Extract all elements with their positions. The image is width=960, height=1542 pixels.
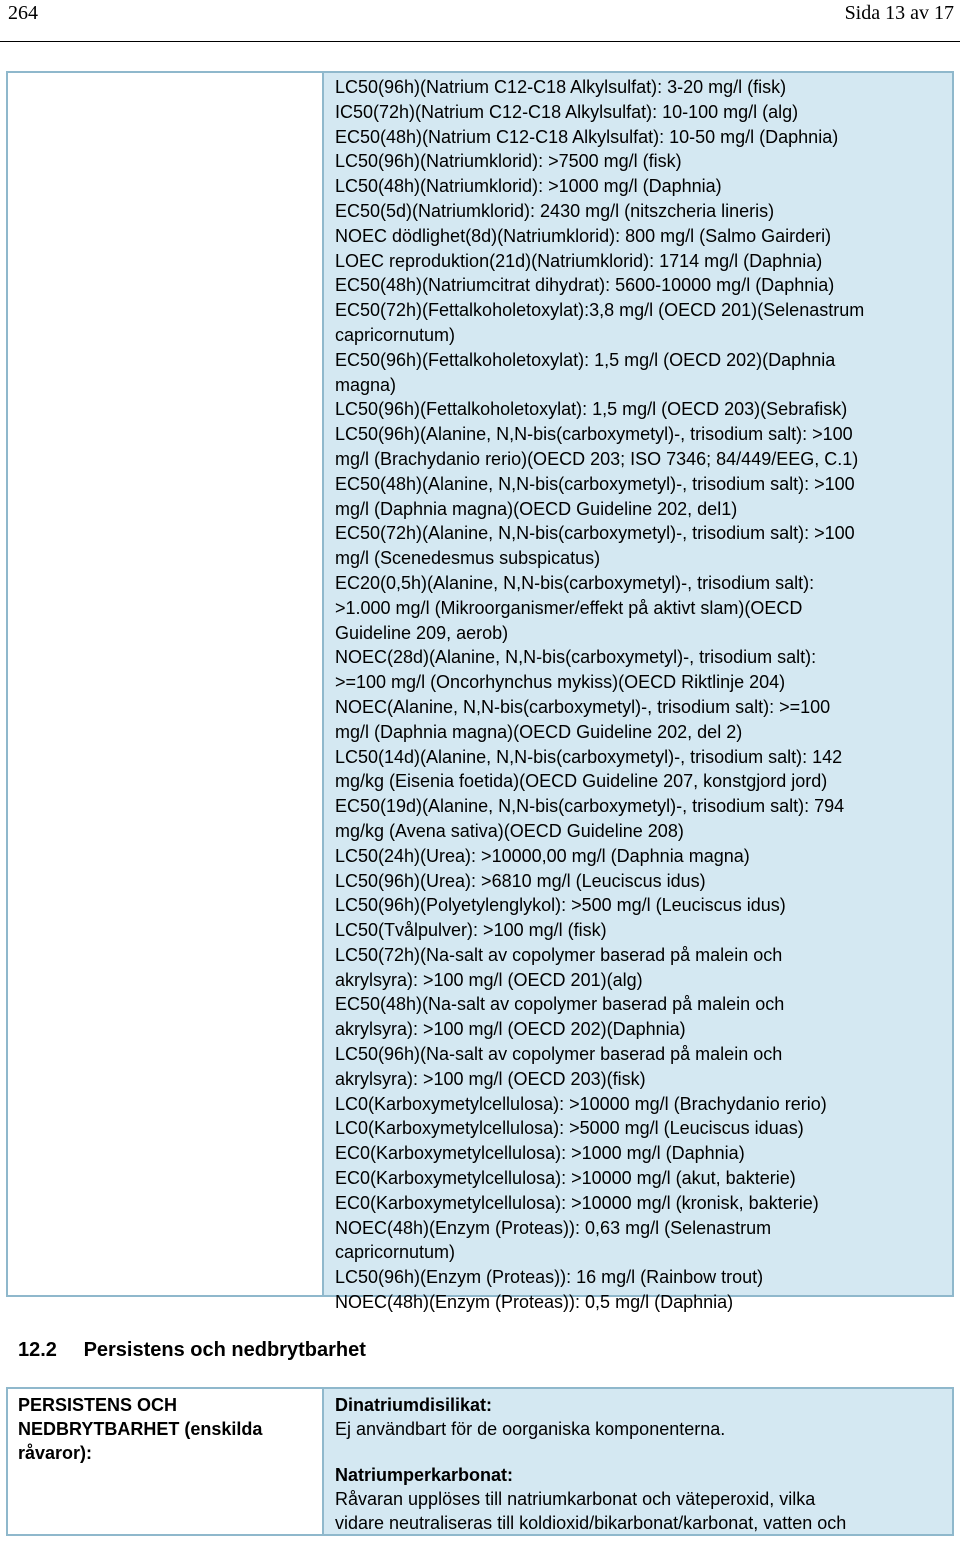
ecotox-line: LC50(96h)(Natriumklorid): >7500 mg/l (fisk) xyxy=(335,151,682,172)
ecotox-line: LC50(96h)(Na-salt av copolymer baserad på malein och xyxy=(335,1044,783,1065)
ecotox-line: EC50(48h)(Natrium C12-C18 Alkylsulfat): 10-50 mg/l (Daphnia) xyxy=(335,126,839,147)
label-line: NEDBRYTBARHET (enskilda xyxy=(18,1419,263,1439)
page-number: 264 xyxy=(8,2,38,24)
ecotoxicity-list xyxy=(335,75,864,1315)
ecotox-line: LC50(24h)(Urea): >10000,00 mg/l (Daphnia magna) xyxy=(335,845,750,866)
ecotox-line: Guideline 209, aerob) xyxy=(335,622,509,643)
ecotox-line: LC0(Karboxymetylcellulosa): >10000 mg/l (Brachydanio rerio) xyxy=(335,1093,827,1114)
persistence-label-cell xyxy=(8,1389,324,1534)
label-line: råvaror): xyxy=(18,1443,93,1463)
ecotox-line: IC50(72h)(Natrium C12-C18 Alkylsulfat): 10-100 mg/l (alg) xyxy=(335,101,799,122)
ecotoxicity-table xyxy=(6,71,954,1313)
ecotox-line: EC50(5d)(Natriumklorid): 2430 mg/l (nitszcheria lineris) xyxy=(335,200,775,221)
ecotox-line: EC50(48h)(Na-salt av copolymer baserad på malein och xyxy=(335,994,785,1015)
ecotox-line: akrylsyra): >100 mg/l (OECD 201)(alg) xyxy=(335,969,643,990)
ecotox-line: mg/kg (Eisenia foetida)(OECD Guideline 207, konstgjord jord) xyxy=(335,771,828,792)
ecotox-line: EC0(Karboxymetylcellulosa): >1000 mg/l (Daphnia) xyxy=(335,1143,745,1164)
ecotox-line: LC50(72h)(Na-salt av copolymer baserad på malein och xyxy=(335,944,783,965)
ecotox-line: capricornutum) xyxy=(335,1242,456,1263)
ecotox-line: >1.000 mg/l (Mikroorganismer/effekt på aktivt slam)(OECD xyxy=(335,597,803,618)
page-indicator: Sida 13 av 17 xyxy=(844,2,954,24)
ecotox-line: LC50(48h)(Natriumklorid): >1000 mg/l (Daphnia) xyxy=(335,176,722,197)
substance-name: Natriumperkarbonat: xyxy=(335,1465,514,1485)
substance-block xyxy=(335,1463,846,1535)
ecotox-line: EC50(72h)(Alanine, N,N-bis(carboxymetyl)-, trisodium salt): >100 xyxy=(335,523,855,544)
persistence-label xyxy=(18,1393,262,1465)
ecotox-line: mg/l (Scenedesmus subspicatus) xyxy=(335,548,601,569)
ecotox-line: LC50(96h)(Alanine, N,N-bis(carboxymetyl)-, trisodium salt): >100 xyxy=(335,424,853,445)
ecotox-line: EC50(48h)(Alanine, N,N-bis(carboxymetyl)-, trisodium salt): >100 xyxy=(335,473,855,494)
ecotoxicity-values-cell xyxy=(324,73,952,1313)
ecotox-line: capricornutum) xyxy=(335,324,456,345)
ecotox-line: >=100 mg/l (Oncorhynchus mykiss)(OECD Riktlinje 204) xyxy=(335,672,786,693)
ecotox-line: LC50(96h)(Fettalkoholetoxylat): 1,5 mg/l (OECD 203)(Sebrafisk) xyxy=(335,399,848,420)
persistence-table xyxy=(6,1387,954,1536)
ecotox-line: EC0(Karboxymetylcellulosa): >10000 mg/l (akut, bakterie) xyxy=(335,1168,796,1189)
substance-text: vidare neutraliseras till koldioxid/bikarbonat/karbonat, vatten och xyxy=(335,1513,847,1533)
ecotoxicity-label-cell xyxy=(8,73,324,1295)
ecotox-line: LC50(Tvålpulver): >100 mg/l (fisk) xyxy=(335,920,607,941)
ecotox-line: akrylsyra): >100 mg/l (OECD 202)(Daphnia) xyxy=(335,1019,686,1040)
ecotox-line: mg/l (Daphnia magna)(OECD Guideline 202, del 2) xyxy=(335,721,743,742)
label-line: PERSISTENS OCH xyxy=(18,1395,178,1415)
ecotox-line: NOEC(48h)(Enzym (Proteas)): 0,63 mg/l (Selenastrum xyxy=(335,1217,772,1238)
ecotox-line: LC0(Karboxymetylcellulosa): >5000 mg/l (Leuciscus iduas) xyxy=(335,1118,804,1139)
ecotox-line: mg/l (Daphnia magna)(OECD Guideline 202, del1) xyxy=(335,498,738,519)
section-heading xyxy=(18,1339,366,1362)
ecotox-line: EC50(72h)(Fettalkoholetoxylat):3,8 mg/l (OECD 201)(Selenastrum xyxy=(335,300,865,321)
header-rule xyxy=(0,41,960,42)
ecotox-line: NOEC(28d)(Alanine, N,N-bis(carboxymetyl)-, trisodium salt): xyxy=(335,647,817,668)
section-number: 12.2 xyxy=(18,1339,57,1361)
ecotox-line: NOEC(48h)(Enzym (Proteas)): 0,5 mg/l (Daphnia) xyxy=(335,1292,734,1313)
ecotox-line: LC50(14d)(Alanine, N,N-bis(carboxymetyl)-, trisodium salt): 142 xyxy=(335,746,843,767)
ecotox-line: mg/kg (Avena sativa)(OECD Guideline 208) xyxy=(335,820,684,841)
substance-text: Ej användbart för de oorganiska komponenterna. xyxy=(335,1419,726,1439)
ecotox-line: LC50(96h)(Natrium C12-C18 Alkylsulfat): 3-20 mg/l (fisk) xyxy=(335,77,787,97)
ecotox-line: NOEC dödlighet(8d)(Natriumklorid): 800 mg/l (Salmo Gairderi) xyxy=(335,225,832,246)
ecotox-line: akrylsyra): >100 mg/l (OECD 203)(fisk) xyxy=(335,1068,646,1089)
ecotox-line: LC50(96h)(Urea): >6810 mg/l (Leuciscus idus) xyxy=(335,870,706,891)
ecotox-line: LOEC reproduktion(21d)(Natriumklorid): 1714 mg/l (Daphnia) xyxy=(335,250,823,271)
ecotox-line: LC50(96h)(Polyetylenglykol): >500 mg/l (Leuciscus idus) xyxy=(335,895,786,916)
substance-name: Dinatriumdisilikat: xyxy=(335,1395,493,1415)
ecotox-line: EC0(Karboxymetylcellulosa): >10000 mg/l (kronisk, bakterie) xyxy=(335,1192,819,1213)
substance-block xyxy=(335,1393,725,1441)
substance-text: Råvaran upplöses till natriumkarbonat och väteperoxid, vilka xyxy=(335,1489,816,1509)
ecotox-line: mg/l (Brachydanio rerio)(OECD 203; ISO 7346; 84/449/EEG, C.1) xyxy=(335,448,859,469)
ecotox-line: EC50(19d)(Alanine, N,N-bis(carboxymetyl)-, trisodium salt): 794 xyxy=(335,796,845,817)
persistence-values-cell xyxy=(324,1389,952,1534)
ecotox-line: NOEC(Alanine, N,N-bis(carboxymetyl)-, trisodium salt): >=100 xyxy=(335,696,831,717)
ecotox-line: magna) xyxy=(335,374,397,395)
section-title: Persistens och nedbrytbarhet xyxy=(83,1339,366,1361)
ecotox-line: LC50(96h)(Enzym (Proteas)): 16 mg/l (Rainbow trout) xyxy=(335,1267,764,1288)
ecotox-line: EC50(48h)(Natriumcitrat dihydrat): 5600-10000 mg/l (Daphnia) xyxy=(335,275,835,296)
ecotox-line: EC50(96h)(Fettalkoholetoxylat): 1,5 mg/l (OECD 202)(Daphnia xyxy=(335,349,836,370)
ecotox-line: EC20(0,5h)(Alanine, N,N-bis(carboxymetyl)-, trisodium salt): xyxy=(335,572,815,593)
